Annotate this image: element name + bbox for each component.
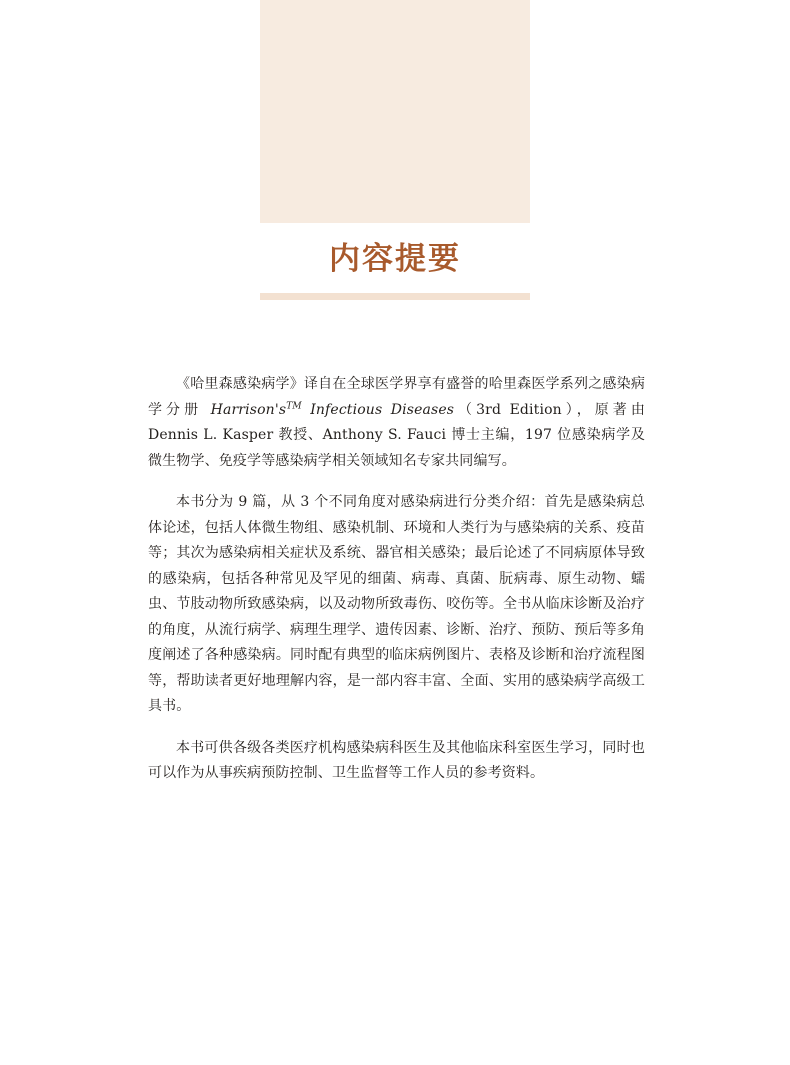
intro-text-end: （3rd Edition），原著由 Dennis L. Kasper 教授、Anthony S. Fauci 博士主编，197 位感染病学及微生物学、免疫学等感染病学相关领域知名专家共同编写。	[148, 401, 645, 469]
paragraph-structure: 本书分为 9 篇，从 3 个不同角度对感染病进行分类介绍：首先是感染病总体论述，包括人体微生物组、感染机制、环境和人类行为与感染病的关系、疫苗等；其次为感染病相关症状及系统、器官相关感染；最后论述了不同病原体导致的感染病，包括各种常见及罕见的细菌、病毒、真菌、朊病毒、原生动物、蠕虫、节肢动物所致感染病，以及动物所致毒伤、咬伤等。全书从临床诊断及治疗的角度，从流行病学、病理生理学、遗传因素、诊断、治疗、预防、预后等多角度阐述了各种感染病。同时配有典型的临床病例图片、表格及诊断和治疗流程图等，帮助读者更好地理解内容，是一部内容丰富、全面、实用的感染病学高级工具书。	[148, 494, 645, 714]
intro-text-start: 《哈里森感染病学》译自在全球医学界享有盛誉的哈里森医学系列之感染病学分册	[148, 376, 645, 418]
header-color-block	[260, 0, 530, 223]
paragraph-audience: 本书可供各级各类医疗机构感染病科医生及其他临床科室医生学习，同时也可以作为从事疾病预防控制、卫生监督等工作人员的参考资料。	[148, 739, 645, 781]
book-title-italic	[211, 402, 455, 418]
book-title-part-2: Infectious Diseases	[301, 401, 455, 418]
title-underline-bar	[260, 293, 530, 300]
paragraph-intro	[148, 372, 645, 474]
page-title: 内容提要	[329, 241, 461, 277]
trademark-sup: TM	[286, 400, 302, 411]
summary-body	[148, 372, 645, 803]
book-title-part: Harrison's	[210, 401, 287, 418]
